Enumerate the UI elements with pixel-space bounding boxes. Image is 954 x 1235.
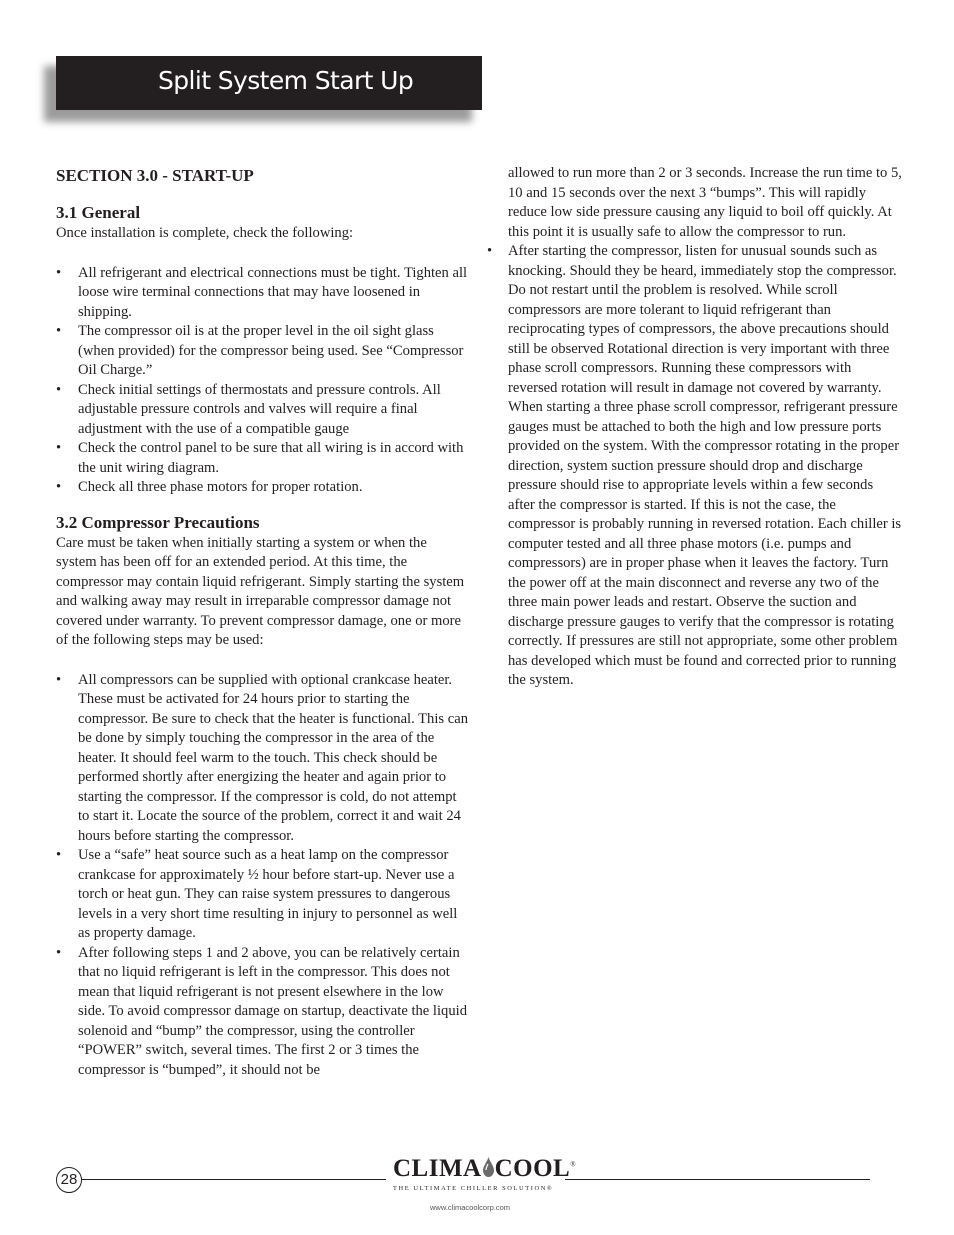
- general-intro: Once installation is complete, check the following:: [56, 225, 354, 241]
- section-title: SECTION 3.0 - START-UP: [56, 166, 254, 185]
- bullet-icon: •: [56, 847, 62, 863]
- list-item: • All refrigerant and electrical connections must be tight. Tighten all loose wire terminal connections that may have loosened in shipping.: [56, 264, 468, 320]
- precautions-heading: 3.2 Compressor Precautions: [56, 512, 260, 532]
- bullet-icon: •: [56, 671, 62, 688]
- list-item: • Check initial settings of thermostats and pressure controls. All adjustable pressure controls and valves will require a final adjustment with the use of a compatible gauge: [56, 381, 441, 437]
- list-item: • After following steps 1 and 2 above, you can be relatively certain that no liquid refrigerant is left in the compressor. This does not mean that liquid refrigerant is not present elsewhere in the low side. To avoid compressor damage on startup, deactivate the liquid solenoid and “bump” the compressor, using the controller “POWER” switch, several times. The first 2 or 3 times the compressor is “bumped”, it should not be: [56, 944, 467, 1078]
- precautions-steps-continued: [487, 242, 903, 691]
- left-column: [56, 164, 470, 1080]
- list-item: • Check all three phase motors for proper rotation.: [56, 478, 470, 498]
- right-column: [487, 164, 903, 691]
- logo-wordmark: CLIMA COOL®: [393, 1155, 577, 1182]
- water-drop-icon: [483, 1157, 494, 1177]
- bullet-icon: •: [56, 264, 62, 281]
- bullet-icon: •: [487, 243, 493, 259]
- bullet-icon: •: [56, 479, 62, 495]
- bullet-icon: •: [56, 381, 62, 398]
- general-heading: 3.1 General: [56, 203, 141, 222]
- list-item: • All compressors can be supplied with optional crankcase heater. These must be activated for 24 hours prior to starting the compressor. Be sure to check that the heater is functional. This can be done by simply touching the compressor in the area of the heater. It should feel warm to the touch. This check should be performed shortly after energizing the heater and again prior to starting the compressor. If the compressor is cold, do not attempt to start it. Locate the source of the problem, correct it and wait 24 hours before starting the compressor.: [56, 671, 468, 844]
- footer-rule-right: [565, 1179, 870, 1180]
- logo-tagline: THE ULTIMATE CHILLER SOLUTION®: [393, 1185, 554, 1192]
- website-url: www.climacoolcorp.com: [430, 1203, 511, 1212]
- list-item: • The compressor oil is at the proper level in the oil sight glass (when provided) for the compressor being used. See “Compressor Oil Charge.”: [56, 323, 464, 378]
- page-number: 28: [56, 1167, 82, 1193]
- bullet-icon: •: [56, 440, 62, 456]
- page-title: Split System Start Up: [158, 66, 414, 95]
- list-item: • Check the control panel to be sure that all wiring is in accord with the unit wiring diagram.: [56, 440, 464, 476]
- continued-paragraph: allowed to run more than 2 or 3 seconds. Increase the run time to 5, 10 and 15 seconds over the next 3 “bumps”. This will rapidly reduce low side pressure causing any liquid to boil off quickly. At this point it is usually safe to allow the compressor to run.: [508, 165, 902, 240]
- list-item: • Use a “safe” heat source such as a heat lamp on the compressor crankcase for approximately ½ hour before start-up. Never use a torch or heat gun. They can raise system pressures to dangerous levels in a very short time resulting in injury to personnel as well as property damage.: [56, 847, 458, 941]
- precautions-steps: [56, 671, 470, 1081]
- footer-rule-left: [68, 1179, 386, 1180]
- climacool-logo: [393, 1155, 577, 1197]
- page-header-banner: [56, 56, 482, 110]
- general-checklist: [56, 264, 470, 498]
- list-item: • After starting the compressor, listen for unusual sounds such as knocking. Should they be heard, immediately stop the compressor. Do not restart until the problem is resolved. While scroll compressors are more tolerant to liquid refrigerant than reciprocating types of compressors, the above precautions should still be observed Rotational direction is very important with three phase scroll compressors. Running these compressors with reversed rotation will result in damage not covered by warranty. When starting a three phase scroll compressor, refrigerant pressure gauges must be attached to both the high and low pressure ports provided on the system. With the compressor rotating in the proper direction, system suction pressure should drop and discharge pressure should rise to appropriate levels within a few seconds after the compressor is started. If this is not the case, the compressor is probably running in reversed rotation. Each chiller is computer tested and all three phase motors (i.e. pumps and compressors) are in proper phase when it leaves the factory. Turn the power off at the main disconnect and reverse any two of the three main power leads and restart. Observe the suction and discharge pressure gauges to verify that the compressor is rotating correctly. If pressures are still not appropriate, some other problem has developed which must be found and corrected prior to running the system.: [487, 243, 902, 688]
- bullet-icon: •: [56, 944, 62, 961]
- precautions-intro: Care must be taken when initially starting a system or when the system has been off for an extended period. At this time, the compressor may contain liquid refrigerant. Simply starting the system and walking away may result in irreparable compressor damage not covered under warranty. To prevent compressor damage, one or more of the following steps may be used:: [56, 534, 465, 648]
- bullet-icon: •: [56, 323, 62, 339]
